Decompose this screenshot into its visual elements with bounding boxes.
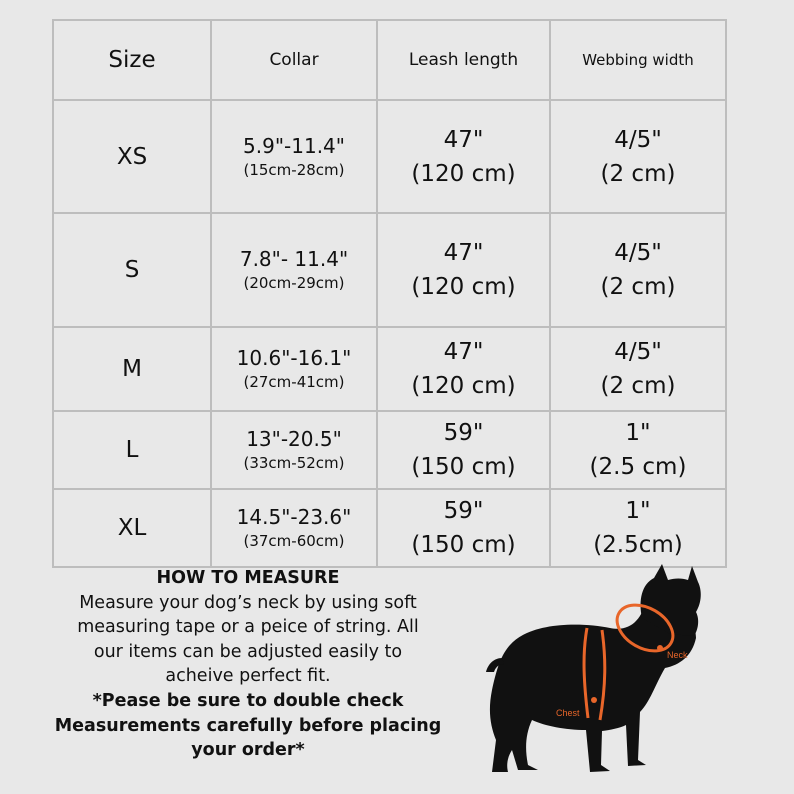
table-row <box>53 489 726 567</box>
measure-instruction-line: acheive perfect fit. <box>165 666 331 687</box>
collar-inches: 13"-20.5" <box>246 427 342 451</box>
leash-inches: 59" <box>443 498 484 524</box>
measure-instruction-line: Measure your dog’s neck by using soft <box>79 592 417 613</box>
collar-inches: 14.5"-23.6" <box>236 505 352 529</box>
webbing-inches: 4/5" <box>614 339 662 365</box>
webbing-cm: (2.5 cm) <box>589 454 687 480</box>
dog-silhouette-icon <box>486 564 701 772</box>
leash-cm: (150 cm) <box>411 532 516 558</box>
collar-cell <box>211 489 377 567</box>
collar-cm: (33cm-52cm) <box>243 454 345 472</box>
webbing-inches: 1" <box>625 420 651 446</box>
leash-cm: (120 cm) <box>411 160 516 187</box>
header-size: Size <box>53 20 211 100</box>
table-header-row <box>53 20 726 100</box>
size-cell: XL <box>53 489 211 567</box>
collar-inches: 5.9"-11.4" <box>243 133 345 158</box>
header-collar: Collar <box>211 20 377 100</box>
warning-line: Measurements carefully before placing <box>54 715 442 736</box>
leash-cell <box>377 489 550 567</box>
dog-measurement-diagram <box>470 560 730 785</box>
how-to-measure-title: HOW TO MEASURE <box>156 568 340 588</box>
leash-cell <box>377 411 550 489</box>
leash-cm: (120 cm) <box>411 373 516 399</box>
collar-inches: 7.8"- 11.4" <box>239 247 349 271</box>
webbing-cell <box>550 489 726 567</box>
table-row <box>53 100 726 213</box>
collar-cell <box>211 411 377 489</box>
size-cell: L <box>53 411 211 489</box>
collar-inches: 10.6"-16.1" <box>236 346 352 370</box>
header-webbing-width: Webbing width <box>550 20 726 100</box>
webbing-cm: (2 cm) <box>600 274 676 300</box>
webbing-cm: (2 cm) <box>600 373 676 399</box>
leash-inches: 47" <box>443 339 484 365</box>
webbing-cm: (2.5cm) <box>593 532 683 558</box>
how-to-measure-section <box>48 566 448 763</box>
webbing-cell <box>550 100 726 213</box>
neck-marker-icon <box>657 645 663 651</box>
size-cell: M <box>53 327 211 411</box>
table-row <box>53 411 726 489</box>
collar-cell <box>211 213 377 327</box>
webbing-inches: 1" <box>625 498 651 524</box>
leash-cm: (120 cm) <box>411 274 516 300</box>
collar-cm: (27cm-41cm) <box>243 373 345 391</box>
collar-cell <box>211 327 377 411</box>
webbing-cell <box>550 327 726 411</box>
webbing-inches: 4/5" <box>614 126 662 153</box>
webbing-cm: (2 cm) <box>600 160 676 187</box>
size-cell: S <box>53 213 211 327</box>
leash-inches: 59" <box>443 420 484 446</box>
webbing-inches: 4/5" <box>614 240 662 266</box>
webbing-cell <box>550 213 726 327</box>
measure-instruction-line: our items can be adjusted easily to <box>93 641 403 662</box>
warning-line: *Pease be sure to double check <box>92 690 404 711</box>
collar-cm: (37cm-60cm) <box>243 532 345 550</box>
table-row <box>53 213 726 327</box>
leash-cell <box>377 213 550 327</box>
header-leash-length: Leash length <box>377 20 550 100</box>
collar-cell <box>211 100 377 213</box>
collar-cm: (20cm-29cm) <box>243 274 345 292</box>
neck-label: Neck <box>667 650 688 660</box>
collar-cm: (15cm-28cm) <box>243 160 345 179</box>
leash-cell <box>377 327 550 411</box>
measure-instruction-line: measuring tape or a peice of string. All <box>77 617 419 638</box>
table-row <box>53 327 726 411</box>
leash-cm: (150 cm) <box>411 454 516 480</box>
webbing-cell <box>550 411 726 489</box>
leash-inches: 47" <box>443 240 484 266</box>
leash-inches: 47" <box>443 126 484 153</box>
leash-cell <box>377 100 550 213</box>
warning-line: your order* <box>191 740 305 761</box>
chest-label: Chest <box>556 708 580 718</box>
size-chart-table <box>52 19 727 568</box>
chest-marker-icon <box>591 697 597 703</box>
size-cell: XS <box>53 100 211 213</box>
